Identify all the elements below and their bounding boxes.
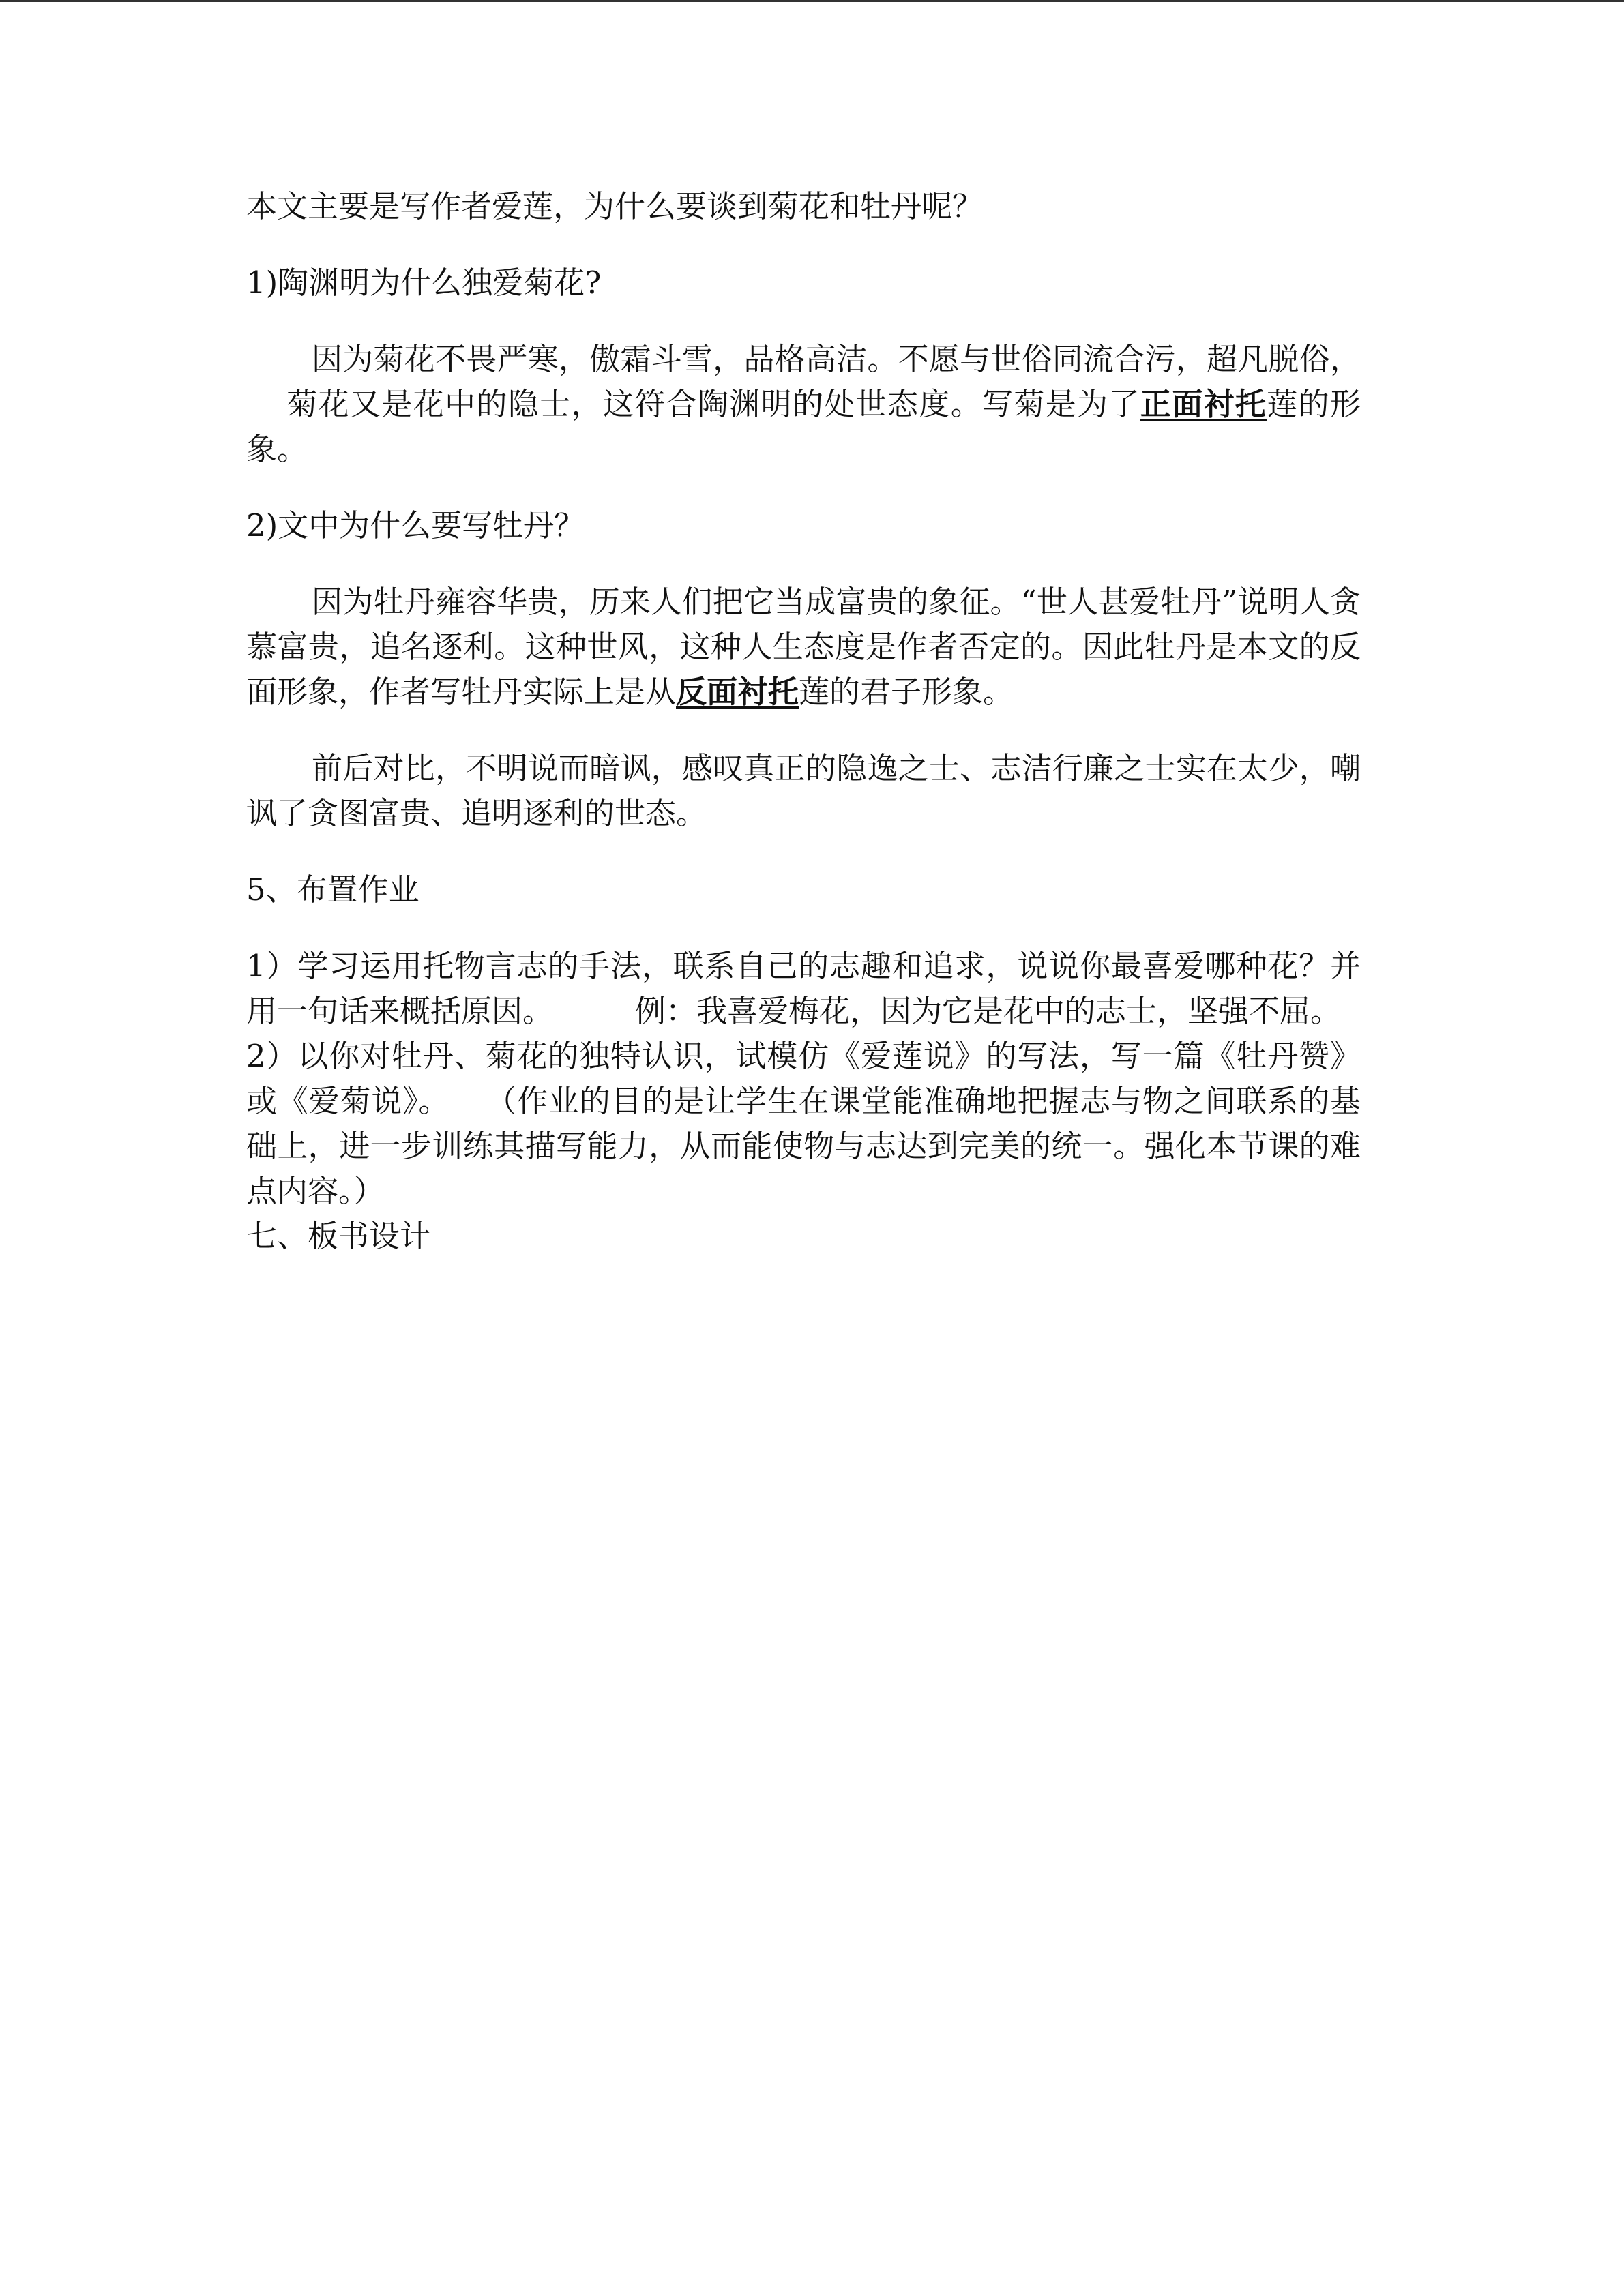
q1-answer-text-3: 莲的形象。 [246, 386, 1361, 467]
question-intro: 本文主要是写作者爱莲，为什么要谈到菊花和牡丹呢？ [246, 188, 984, 224]
page-top-border [0, 0, 1624, 2]
q2-emphasis-negative-contrast: 反面衬托 [676, 674, 799, 710]
contrast-paragraph: 前后对比，不明说而暗讽，感叹真正的隐逸之士、志洁行廉之士实在太少，嘲讽了贪图富贵、追明逐利的世态。 [246, 750, 1361, 831]
q1-answer-text-2: 菊花又是花中的隐士，这符合陶渊明的处世态度。写菊是为了 [286, 386, 1140, 422]
q2-answer-text-1: 因为牡丹雍容华贵，历来人们把它当成富贵的象征。“世人甚爱牡丹”说明人贪慕富贵，追名逐利。这种世风，这种人生态度是作者否定的。因此牡丹是本文的反面形象，作者写牡丹实际上是从 [246, 584, 1361, 710]
q1-emphasis-positive-contrast: 正面衬托 [1140, 386, 1267, 422]
homework-item-2-task: 2）以你对牡丹、菊花的独特认识，试模仿《爱莲说》的写法，写一篇《牡丹赞》或《爱菊说》。 [246, 1038, 1361, 1119]
homework-item-1-example: 例：我喜爱梅花，因为它是花中的志士，坚强不屈。 [635, 993, 1342, 1029]
q1-title: 1)陶渊明为什么独爱菊花? [246, 265, 602, 301]
q2-title: 2)文中为什么要写牡丹？ [246, 507, 585, 543]
homework-item-2 [246, 1034, 1361, 1214]
homework-item-2-note: （作业的目的是让学生在课堂能准确地把握志与物之间联系的基础上，进一步训练其描写能力，从而能使物与志达到完美的统一。强化本节课的难点内容。） [246, 1083, 1361, 1209]
q1-answer [246, 337, 1361, 472]
homework-heading: 5、布置作业 [246, 871, 419, 908]
homework-item-1 [246, 944, 1361, 1034]
q1-answer-text-1: 因为菊花不畏严寒，傲霜斗雪，品格高洁。不愿与世俗同流合污，超凡脱俗， [312, 341, 1361, 377]
homework-item-1-task: 1）学习运用托物言志的手法，联系自己的志趣和追求，说说你最喜爱哪种花？并用一句话来概括原因。 [246, 948, 1361, 1029]
section-heading-board-design: 七、板书设计 [246, 1218, 431, 1254]
document-page [246, 184, 1361, 1259]
q2-answer [246, 580, 1361, 715]
q2-answer-text-2: 莲的君子形象。 [799, 674, 1014, 710]
